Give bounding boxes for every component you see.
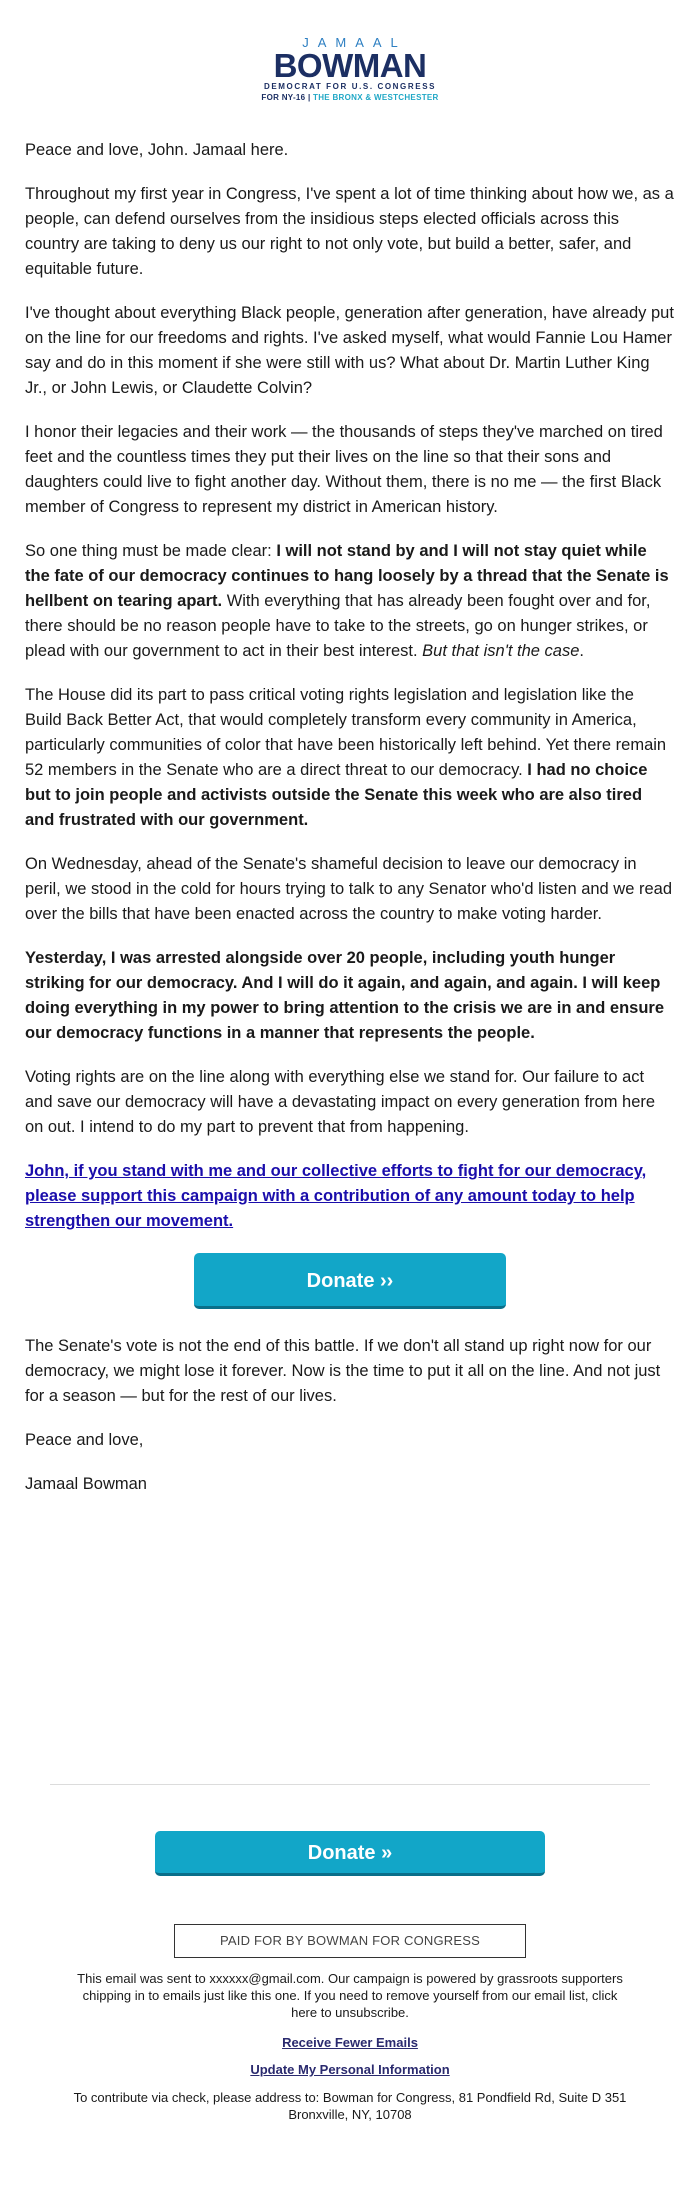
paragraph-7: [25, 946, 675, 1046]
p4-text-a: So one thing must be made clear:: [25, 542, 277, 560]
logo-district-line: FOR NY-16 | THE BRONX & WESTCHESTER: [261, 93, 439, 102]
footer-donate-wrap: [0, 1831, 700, 1876]
p7-bold: Yesterday, I was arrested alongside over 20 people, including youth hunger striking for our democracy. And I will do it again, and again, and again. I will keep doing everything in my power to bring attention to the crisis we are in and ensure our democracy functions in a manner that represents the people.: [25, 949, 665, 1042]
p4-text-e: .: [579, 642, 584, 660]
paid-for-disclaimer: PAID FOR BY BOWMAN FOR CONGRESS: [174, 1924, 526, 1958]
campaign-logo: [0, 36, 700, 103]
donate-button[interactable]: Donate ››: [194, 1253, 506, 1309]
footer-donate-button[interactable]: Donate »: [155, 1831, 545, 1876]
paragraph-9: The Senate's vote is not the end of this battle. If we don't all stand up right now for our democracy, we might lose it forever. Now is the time to put it all on the line. And not just for a season — but for the rest of our lives.: [25, 1337, 661, 1405]
p4-text-c: With everything that has already been fought over and for, there should be no reason people have to take to the streets, go on hunger strikes, or plead with our government to act in their best interest.: [25, 592, 651, 660]
cta-paragraph: [25, 1159, 675, 1234]
paragraph-2: I've thought about everything Black people, generation after generation, have already put on the line for our freedoms and rights. I've asked myself, what would Fannie Lou Hamer say and do in this moment if she were still with us? What about Dr. Martin Luther King Jr., or John Lewis, or Claudette Colvin?: [25, 304, 674, 397]
paragraph-3: I honor their legacies and their work — the thousands of steps they've marched on tired feet and the countless times they put their lives on the line so that their sons and daughters could live to fight another day. Without them, there is no me — the first Black member of Congress to represent my district in American history.: [25, 423, 663, 516]
update-info-link[interactable]: Update My Personal Information: [250, 2062, 450, 2077]
logo-district: FOR NY-16: [261, 93, 306, 102]
p5-bold: I had no choice but to join people and activists outside the Senate this week who are also tired and frustrated with our government.: [25, 761, 648, 829]
email-body: [25, 138, 675, 1516]
p5-text-a: The House did its part to pass critical voting rights legislation and legislation like the Build Back Better Act, that would completely transform every community in America, particularly communities of color that have been historically left behind. Yet there remain 52 members in the Senate who are a direct threat to our democracy.: [25, 686, 667, 779]
paragraph-6: On Wednesday, ahead of the Senate's shameful decision to leave our democracy in peril, we stood in the cold for hours trying to talk to any Senator who'd listen and we read over the bills that have been enacted across the country to make voting harder.: [25, 855, 673, 923]
p4-italic: But that isn't the case: [422, 642, 580, 660]
footer-note: This email was sent to xxxxxx@gmail.com. Our campaign is powered by grassroots supporters chipping in to emails just like this one. If you need to remove yourself from our email list, click here to unsubscribe.: [77, 1971, 623, 2020]
paragraph-1: Throughout my first year in Congress, I've spent a lot of time thinking about how we, as a people, can defend ourselves from the insidious steps elected officials across this country are taking to deny us our right to not only vote, but build a better, safer, and equitable future.: [25, 185, 674, 278]
logo-last-name: BOWMAN: [273, 47, 427, 84]
donate-button-wrap: [25, 1253, 675, 1309]
signoff: Peace and love,: [25, 1431, 144, 1449]
greeting: Peace and love, John. Jamaal here.: [25, 141, 289, 159]
receive-fewer-emails-link[interactable]: Receive Fewer Emails: [282, 2035, 418, 2050]
logo-tagline: DEMOCRAT FOR U.S. CONGRESS: [263, 82, 437, 91]
mailing-address: To contribute via check, please address to: Bowman for Congress, 81 Pondfield Rd, Suite D 351 Bronxville, NY, 10708: [73, 2090, 627, 2122]
paragraph-5: [25, 683, 675, 833]
paragraph-8: Voting rights are on the line along with everything else we stand for. Our failure to act and save our democracy will have a devastating impact on every generation from here on out. I intend to do my part to prevent that from happening.: [25, 1068, 656, 1136]
p4-bold: I will not stand by and I will not stay quiet while the fate of our democracy continues to hang loosely by a thread that the Senate is hellbent on tearing apart.: [25, 542, 669, 610]
logo-first-name: JAMAAL: [302, 35, 407, 50]
logo-region: THE BRONX & WESTCHESTER: [313, 93, 439, 102]
cta-donate-link[interactable]: John, if you stand with me and our collective efforts to fight for our democracy, please support this campaign with a contribution of any amount today to help strengthen our movement.: [25, 1162, 647, 1230]
paragraph-4: [25, 539, 675, 664]
signature: Jamaal Bowman: [25, 1475, 147, 1493]
email-footer: [0, 1784, 700, 2123]
footer-divider: [50, 1784, 650, 1785]
